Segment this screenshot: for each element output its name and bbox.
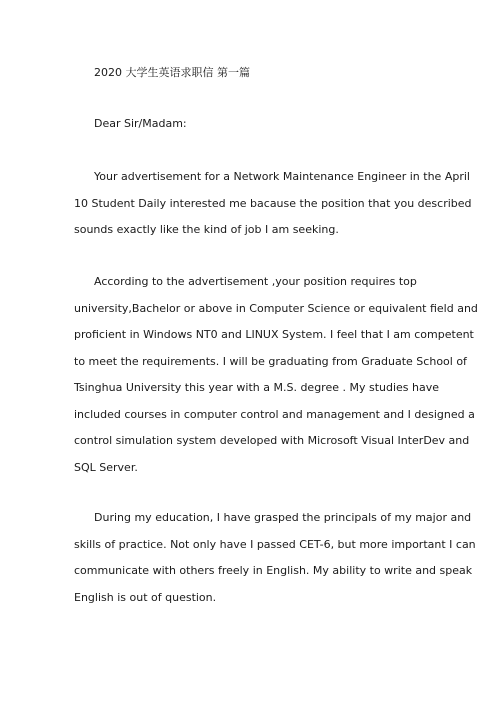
- paragraph-line: to meet the requirements. I will be graduating from Graduate School of: [74, 354, 467, 368]
- paragraph-line: included courses in computer control and management and I designed a: [74, 407, 475, 421]
- paragraph-3: [74, 505, 476, 611]
- paragraph-line: control simulation system developed with Microsoft Visual InterDev and: [74, 434, 470, 447]
- salutation: Dear Sir/Madam:: [94, 117, 187, 130]
- paragraph-line: Tsinghua University this year with a M.S. degree . My studies have: [74, 381, 440, 394]
- paragraph-line: sounds exactly like the kind of job I am seeking.: [74, 223, 339, 236]
- paragraph-1: [74, 164, 472, 244]
- paragraph-line: skills of practice. Not only have I passed CET-6, but more important I can: [74, 537, 476, 551]
- paragraph-line: English is out of question.: [74, 590, 217, 604]
- paragraph-line: According to the advertisement ,your position requires top: [94, 275, 417, 288]
- paragraph-line: 10 Student Daily interested me bacause the position that you described: [74, 196, 472, 210]
- paragraph-line: SQL Server.: [74, 460, 138, 474]
- paragraph-line: university,Bachelor or above in Computer Science or equivalent field and: [74, 301, 478, 315]
- paragraph-line: During my education, I have grasped the principals of my major and: [94, 511, 472, 524]
- paragraph-line: communicate with others freely in English. My ability to write and speak: [74, 564, 473, 577]
- paragraph-2: [74, 269, 478, 481]
- paragraph-line: Your advertisement for a Network Maintenance Engineer in the April: [94, 170, 470, 183]
- document-title: 2020 大学生英语求职信 第一篇: [94, 66, 250, 79]
- paragraph-line: proficient in Windows NT0 and LINUX System. I feel that I am competent: [74, 328, 474, 341]
